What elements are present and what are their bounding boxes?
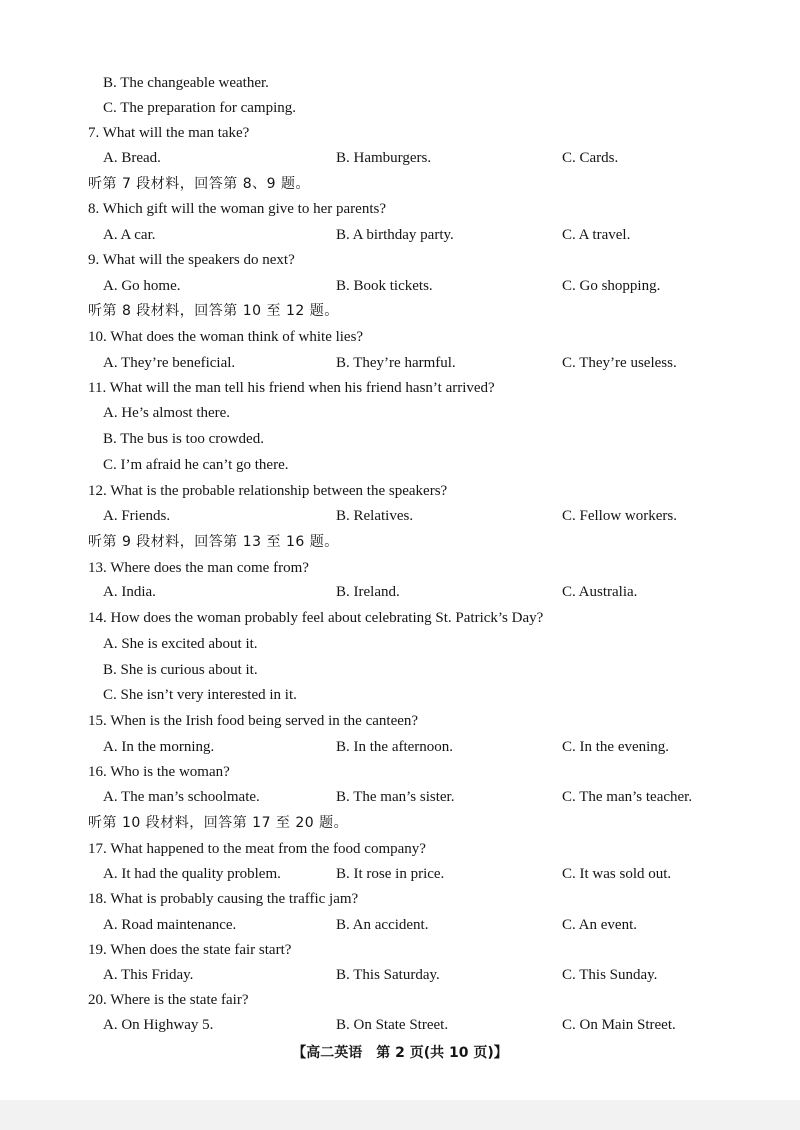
section-instruction: 听第 7 段材料，回答第 8、9 题。 xyxy=(88,176,311,192)
answer-option: B. An accident. xyxy=(336,917,429,933)
answer-option: B. Ireland. xyxy=(336,584,400,600)
question-text: 18. What is probably causing the traffic jam? xyxy=(88,891,359,907)
answer-option: C. Fellow workers. xyxy=(562,508,677,524)
answer-option: B. The man’s sister. xyxy=(336,789,455,805)
answer-option: A. This Friday. xyxy=(103,967,194,983)
answer-option: B. The bus is too crowded. xyxy=(103,431,264,447)
answer-option: A. She is excited about it. xyxy=(103,636,258,652)
question-text: 12. What is the probable relationship between the speakers? xyxy=(88,483,448,499)
answer-option: C. On Main Street. xyxy=(562,1017,676,1033)
question-text: 13. Where does the man come from? xyxy=(88,560,309,576)
question-text: 20. Where is the state fair? xyxy=(88,992,249,1008)
section-instruction: 听第 10 段材料，回答第 17 至 20 题。 xyxy=(88,815,349,831)
answer-option: A. They’re beneficial. xyxy=(103,355,236,371)
answer-option: B. This Saturday. xyxy=(336,967,440,983)
answer-option: A. Bread. xyxy=(103,150,161,166)
answer-option: C. An event. xyxy=(562,917,637,933)
question-text: 16. Who is the woman? xyxy=(88,764,230,780)
question-text: 19. When does the state fair start? xyxy=(88,942,292,958)
answer-option: B. Book tickets. xyxy=(336,278,433,294)
question-text: 10. What does the woman think of white lies? xyxy=(88,329,364,345)
question-text: 17. What happened to the meat from the food company? xyxy=(88,841,426,857)
answer-option: B. Hamburgers. xyxy=(336,150,432,166)
answer-option: C. She isn’t very interested in it. xyxy=(103,687,297,703)
answer-option: C. It was sold out. xyxy=(562,866,672,882)
question-text: 8. Which gift will the woman give to her parents? xyxy=(88,201,386,217)
answer-option: B. On State Street. xyxy=(336,1017,449,1033)
section-instruction: 听第 8 段材料，回答第 10 至 12 题。 xyxy=(88,303,339,319)
answer-option: B. Relatives. xyxy=(336,508,414,524)
answer-option: A. He’s almost there. xyxy=(103,405,231,421)
question-text: 15. When is the Irish food being served in the canteen? xyxy=(88,713,419,729)
answer-option: A. In the morning. xyxy=(103,739,215,755)
answer-option: C. Cards. xyxy=(562,150,619,166)
question-text: 9. What will the speakers do next? xyxy=(88,252,295,268)
answer-option: C. They’re useless. xyxy=(562,355,677,371)
answer-option: B. She is curious about it. xyxy=(103,662,258,678)
answer-option: A. A car. xyxy=(103,227,156,243)
answer-option: C. The preparation for camping. xyxy=(103,100,296,116)
answer-option: A. The man’s schoolmate. xyxy=(103,789,260,805)
answer-option: C. This Sunday. xyxy=(562,967,658,983)
section-instruction: 听第 9 段材料，回答第 13 至 16 题。 xyxy=(88,534,339,550)
answer-option: A. Road maintenance. xyxy=(103,917,237,933)
answer-option: A. Go home. xyxy=(103,278,181,294)
question-text: 11. What will the man tell his friend when his friend hasn’t arrived? xyxy=(88,380,495,396)
answer-option: C. The man’s teacher. xyxy=(562,789,693,805)
answer-option: A. It had the quality problem. xyxy=(103,866,281,882)
answer-option: C. Go shopping. xyxy=(562,278,661,294)
answer-option: B. They’re harmful. xyxy=(336,355,456,371)
answer-option: A. Friends. xyxy=(103,508,171,524)
answer-option: C. In the evening. xyxy=(562,739,670,755)
page-footer: 【高二英语 第 2 页(共 10 页)】 xyxy=(292,1045,508,1061)
question-text: 7. What will the man take? xyxy=(88,125,250,141)
answer-option: B. A birthday party. xyxy=(336,227,454,243)
answer-option: A. India. xyxy=(103,584,156,600)
answer-option: C. Australia. xyxy=(562,584,638,600)
scan-bottom-margin xyxy=(0,1100,800,1130)
answer-option: C. I’m afraid he can’t go there. xyxy=(103,457,289,473)
answer-option: B. In the afternoon. xyxy=(336,739,454,755)
answer-option: A. On Highway 5. xyxy=(103,1017,214,1033)
answer-option: B. It rose in price. xyxy=(336,866,445,882)
answer-option: C. A travel. xyxy=(562,227,631,243)
answer-option: B. The changeable weather. xyxy=(103,75,269,91)
question-text: 14. How does the woman probably feel about celebrating St. Patrick’s Day? xyxy=(88,610,544,626)
